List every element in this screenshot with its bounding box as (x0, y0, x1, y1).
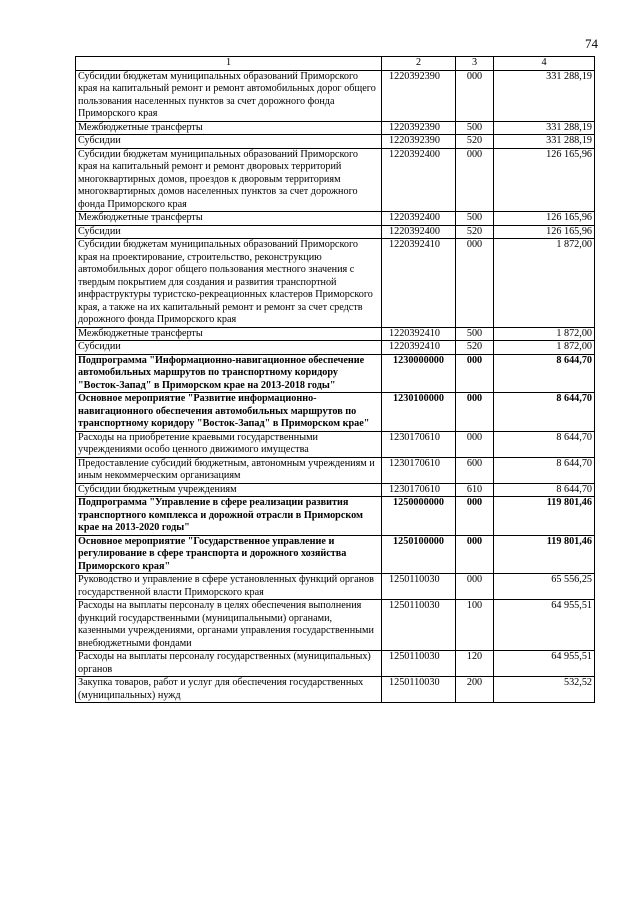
table-row (76, 70, 595, 121)
cell-code: 1220392410 (382, 341, 456, 355)
cell-amount: 8 644,70 (494, 483, 595, 497)
cell-amount: 126 165,96 (494, 225, 595, 239)
cell-name: Субсидии бюджетным учреждениям (76, 483, 382, 497)
cell-amount: 8 644,70 (494, 354, 595, 393)
cell-name: Субсидии бюджетам муниципальных образований Приморского края на капитальный ремонт и ремонт автомобильных дорог общего пользования населенных пунктов за счет дорожного фонда Приморского края (76, 70, 382, 121)
cell-code: 1220392390 (382, 121, 456, 135)
cell-code: 1250100000 (382, 535, 456, 574)
cell-name: Расходы на выплаты персоналу в целях обеспечения выполнения функций государственными (муниципальными) органами, казенными учреждениями, органами управления государственными внебюджетными фондами (76, 600, 382, 651)
cell-code: 1250110030 (382, 600, 456, 651)
cell-code: 1250110030 (382, 651, 456, 677)
cell-name: Субсидии (76, 341, 382, 355)
cell-code: 1220392390 (382, 135, 456, 149)
cell-type: 600 (456, 457, 494, 483)
cell-amount: 1 872,00 (494, 239, 595, 328)
cell-amount: 331 288,19 (494, 70, 595, 121)
cell-amount: 331 288,19 (494, 135, 595, 149)
cell-name: Расходы на выплаты персоналу государственных (муниципальных) органов (76, 651, 382, 677)
table-row (76, 148, 595, 212)
cell-type: 000 (456, 393, 494, 432)
header-cell-type: 3 (456, 57, 494, 71)
cell-type: 520 (456, 341, 494, 355)
header-cell-name: 1 (76, 57, 382, 71)
cell-code: 1230170610 (382, 431, 456, 457)
cell-type: 100 (456, 600, 494, 651)
header-cell-code: 2 (382, 57, 456, 71)
table-row (76, 341, 595, 355)
table-row (76, 535, 595, 574)
table-row (76, 600, 595, 651)
cell-amount: 8 644,70 (494, 457, 595, 483)
cell-name: Субсидии бюджетам муниципальных образований Приморского края на проектирование, строительство, реконструкцию автомобильных дорог общего пользования местного значения с твердым покрытием для создания и развития транспортной инфраструктуры туристско-рекреационных кластеров Приморского края, а также на их капитальный ремонт и ремонт за счет средств дорожного фонда Приморского края (76, 239, 382, 328)
cell-type: 000 (456, 239, 494, 328)
cell-code: 1230170610 (382, 483, 456, 497)
cell-code: 1230000000 (382, 354, 456, 393)
cell-code: 1250110030 (382, 677, 456, 703)
cell-name: Субсидии бюджетам муниципальных образований Приморского края на капитальный ремонт и ремонт дворовых территорий многоквартирных домов, проездов к дворовым территориям многоквартирных домов населенных пунктов за счет дорожного фонда Приморского края (76, 148, 382, 212)
cell-code: 1230170610 (382, 457, 456, 483)
cell-type: 000 (456, 574, 494, 600)
cell-name: Руководство и управление в сфере установленных функций органов государственной власти Приморского края (76, 574, 382, 600)
cell-name: Основное мероприятие "Государственное управление и регулирование в сфере транспорта и дорожного хозяйства Приморского края" (76, 535, 382, 574)
cell-name: Подпрограмма "Управление в сфере реализации развития транспортного комплекса и дорожной отрасли в Приморском крае на 2013-2020 годы" (76, 497, 382, 536)
cell-type: 000 (456, 70, 494, 121)
table-row (76, 457, 595, 483)
table-row (76, 354, 595, 393)
cell-name: Закупка товаров, работ и услуг для обеспечения государственных (муниципальных) нужд (76, 677, 382, 703)
cell-amount: 8 644,70 (494, 393, 595, 432)
cell-amount: 126 165,96 (494, 212, 595, 226)
cell-name: Межбюджетные трансферты (76, 212, 382, 226)
cell-code: 1220392410 (382, 327, 456, 341)
table-row (76, 393, 595, 432)
page-number: 74 (585, 36, 598, 51)
cell-amount: 65 556,25 (494, 574, 595, 600)
table-row (76, 239, 595, 328)
table-row (76, 212, 595, 226)
cell-type: 500 (456, 121, 494, 135)
cell-code: 1220392400 (382, 148, 456, 212)
cell-type: 000 (456, 497, 494, 536)
cell-name: Предоставление субсидий бюджетным, автономным учреждениям и иным некоммерческим организациям (76, 457, 382, 483)
cell-amount: 331 288,19 (494, 121, 595, 135)
cell-amount: 1 872,00 (494, 327, 595, 341)
cell-code: 1250110030 (382, 574, 456, 600)
cell-type: 120 (456, 651, 494, 677)
table-row (76, 574, 595, 600)
table-header-row (76, 57, 595, 71)
cell-amount: 119 801,46 (494, 497, 595, 536)
cell-code: 1220392410 (382, 239, 456, 328)
cell-amount: 119 801,46 (494, 535, 595, 574)
cell-amount: 64 955,51 (494, 600, 595, 651)
table-row (76, 497, 595, 536)
table-row (76, 483, 595, 497)
table-row (76, 121, 595, 135)
cell-type: 200 (456, 677, 494, 703)
cell-code: 1220392390 (382, 70, 456, 121)
cell-type: 500 (456, 212, 494, 226)
cell-name: Межбюджетные трансферты (76, 121, 382, 135)
cell-name: Межбюджетные трансферты (76, 327, 382, 341)
cell-type: 000 (456, 431, 494, 457)
cell-amount: 1 872,00 (494, 341, 595, 355)
cell-name: Расходы на приобретение краевыми государственными учреждениями особо ценного движимого имущества (76, 431, 382, 457)
cell-type: 520 (456, 135, 494, 149)
cell-code: 1220392400 (382, 212, 456, 226)
cell-name: Субсидии (76, 225, 382, 239)
cell-type: 610 (456, 483, 494, 497)
cell-name: Подпрограмма "Информационно-навигационное обеспечение автомобильных маршрутов по транспортному коридору "Восток-Запад" в Приморском крае на 2013-2018 годы" (76, 354, 382, 393)
header-cell-amount: 4 (494, 57, 595, 71)
cell-name: Субсидии (76, 135, 382, 149)
cell-amount: 532,52 (494, 677, 595, 703)
cell-code: 1220392400 (382, 225, 456, 239)
table-row (76, 225, 595, 239)
cell-type: 000 (456, 148, 494, 212)
cell-name: Основное мероприятие "Развитие информационно-навигационного обеспечения автомобильных маршрутов по транспортному коридору "Восток-Запад" в Приморском крае" (76, 393, 382, 432)
cell-type: 500 (456, 327, 494, 341)
cell-code: 1230100000 (382, 393, 456, 432)
table-row (76, 651, 595, 677)
cell-amount: 126 165,96 (494, 148, 595, 212)
cell-type: 000 (456, 535, 494, 574)
cell-type: 000 (456, 354, 494, 393)
cell-code: 1250000000 (382, 497, 456, 536)
table-row (76, 327, 595, 341)
table-row (76, 135, 595, 149)
cell-amount: 64 955,51 (494, 651, 595, 677)
table-row (76, 431, 595, 457)
cell-amount: 8 644,70 (494, 431, 595, 457)
budget-table (75, 56, 595, 703)
table-row (76, 677, 595, 703)
cell-type: 520 (456, 225, 494, 239)
